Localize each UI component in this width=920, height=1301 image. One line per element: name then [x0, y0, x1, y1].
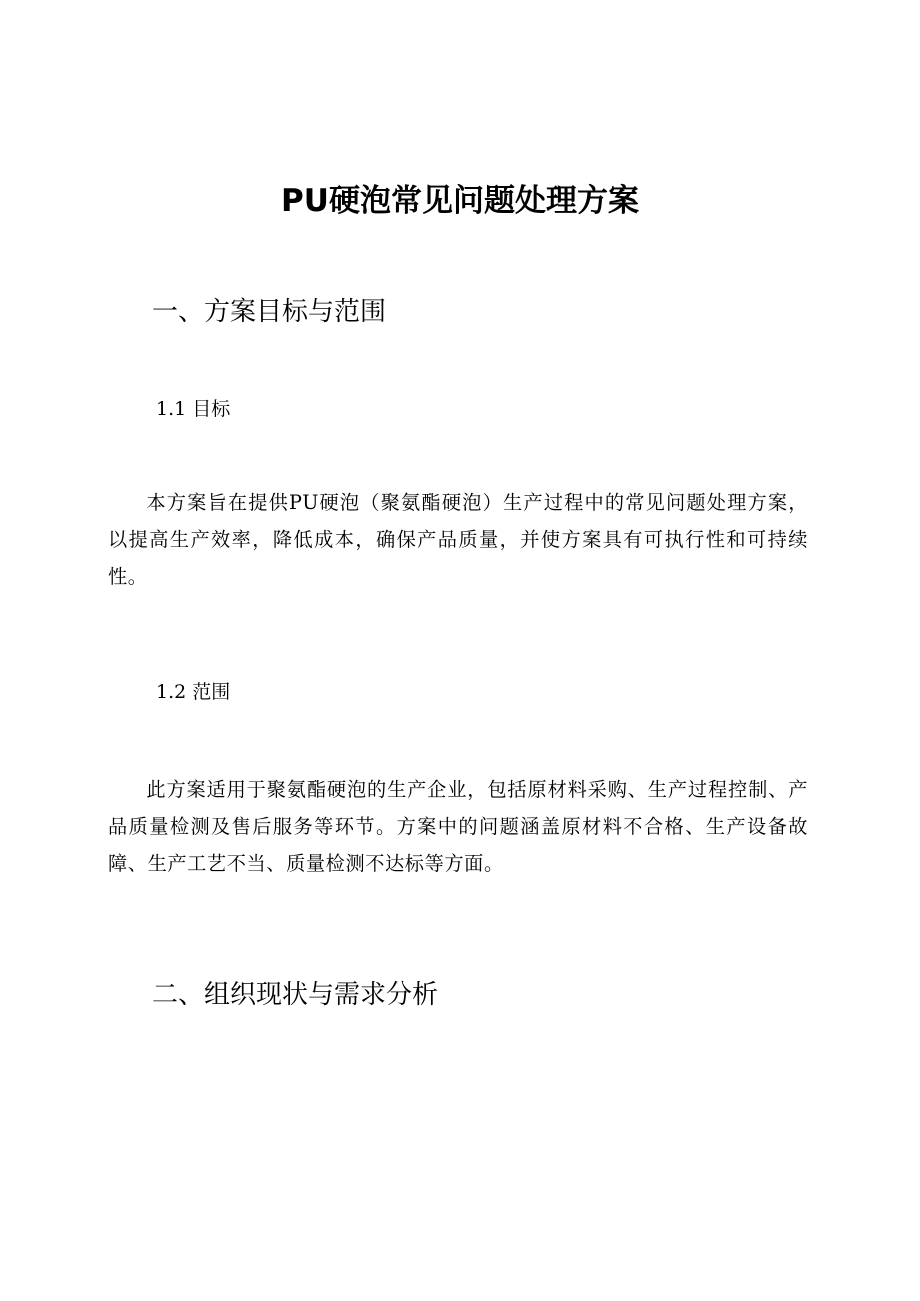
- paragraph-objective: 本方案旨在提供PU硬泡（聚氨酯硬泡）生产过程中的常见问题处理方案，以提高生产效率，降低成本，确保产品质量，并使方案具有可执行性和可持续性。: [108, 491, 808, 588]
- section-heading-objectives-scope: 一、方案目标与范围: [152, 297, 387, 327]
- document-title: PU硬泡常见问题处理方案: [281, 183, 639, 219]
- paragraph-scope: 此方案适用于聚氨酯硬泡的生产企业，包括原材料采购、生产过程控制、产品质量检测及售后服务等环节。方案中的问题涵盖原材料不合格、生产设备故障、生产工艺不当、质量检测不达标等方面。: [108, 778, 808, 875]
- subheading-objective: 1.1 目标: [156, 398, 231, 420]
- section-heading-organization-analysis: 二、组织现状与需求分析: [152, 980, 439, 1010]
- subheading-scope: 1.2 范围: [156, 681, 231, 703]
